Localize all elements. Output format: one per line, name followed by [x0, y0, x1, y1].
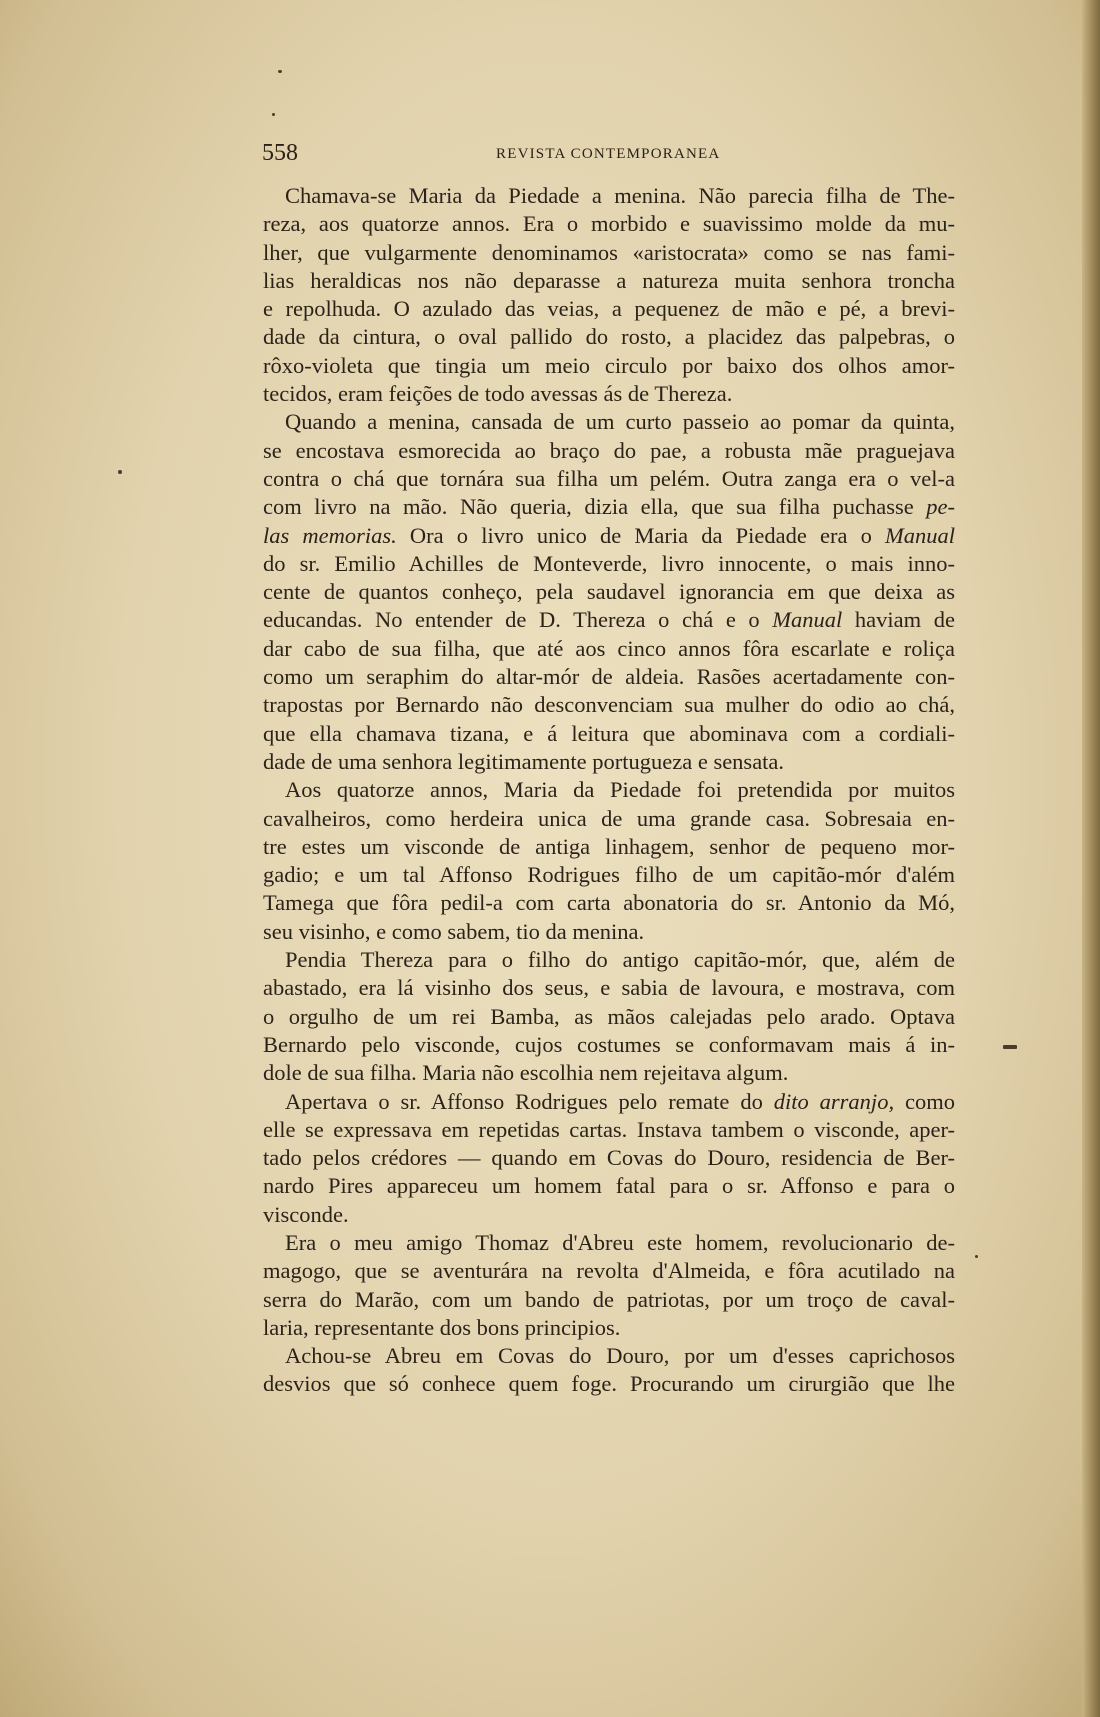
- paper-speck: [118, 470, 122, 474]
- text-line: Quando a menina, cansada de um curto passeio ao pomar da quinta,: [285, 409, 955, 435]
- text-line: o orgulho de um rei Bamba, as mãos calejadas pelo arado. Optava: [263, 1003, 955, 1029]
- text-line: dole de sua filha. Maria não escolhia nem rejeitava algum.: [263, 1060, 789, 1086]
- text-line: seu visinho, e como sabem, tio da menina.: [263, 918, 645, 944]
- text-line: magogo, que se aventurára na revolta d'Almeida, e fôra acutilado na: [263, 1258, 955, 1284]
- text-line: elle se expressava em repetidas cartas. Instava tambem o visconde, aper-: [263, 1116, 955, 1142]
- paper-speck: [1003, 1045, 1017, 1049]
- text-line: reza, aos quatorze annos. Era o morbido e suavissimo molde da mu-: [263, 211, 955, 237]
- text-line: com livro na mão. Não queria, dizia ella, que sua filha puchasse pe-: [263, 494, 955, 520]
- paper-speck: [975, 1255, 978, 1258]
- text-line: nardo Pires appareceu um homem fatal para o sr. Affonso e para o: [263, 1173, 955, 1199]
- page-edge-shadow: [1082, 0, 1100, 1717]
- text-line: dade da cintura, o oval pallido do rosto, a placidez das palpebras, o: [263, 324, 955, 350]
- text-line: cavalheiros, como herdeira unica de uma grande casa. Sobresaia en-: [263, 805, 955, 831]
- text-line: trapostas por Bernardo não desconvenciam sua mulher do odio ao chá,: [263, 692, 955, 718]
- text-line: tre estes um visconde de antiga linhagem, senhor de pequeno mor-: [263, 833, 955, 859]
- text-line: Achou-se Abreu em Covas do Douro, por um d'esses caprichosos: [285, 1343, 955, 1369]
- text-line: dar cabo de sua filha, que até aos cinco annos fôra escarlate e roliça: [263, 635, 955, 661]
- paper-speck: [272, 113, 275, 116]
- text-line: desvios que só conhece quem foge. Procurando um cirurgião que lhe: [263, 1371, 955, 1397]
- text-line: Chamava-se Maria da Piedade a menina. Não parecia filha de The-: [285, 183, 955, 208]
- text-line: do sr. Emilio Achilles de Monteverde, livro innocente, o mais inno-: [263, 550, 955, 576]
- running-title: REVISTA CONTEMPORANEA: [496, 146, 721, 162]
- text-line: Aos quatorze annos, Maria da Piedade foi pretendida por muitos: [285, 777, 955, 803]
- text-line: tado pelos crédores — quando em Covas do Douro, residencia de Ber-: [263, 1145, 955, 1171]
- text-line: lias heraldicas nos não deparasse a natureza muita senhora troncha: [263, 267, 955, 293]
- page-number: 558: [262, 140, 298, 166]
- text-line: abastado, era lá visinho dos seus, e sabia de lavoura, e mostrava, com: [263, 975, 955, 1001]
- text-line: dade de uma senhora legitimamente portugueza e sensata.: [263, 748, 785, 774]
- text-line: se encostava esmorecida ao braço do pae, a robusta mãe praguejava: [263, 437, 955, 463]
- page-header: [262, 140, 960, 170]
- text-line: Apertava o sr. Affonso Rodrigues pelo remate do dito arranjo, como: [285, 1088, 955, 1114]
- text-line: las memorias. Ora o livro unico de Maria da Piedade era o Manual: [263, 522, 955, 548]
- text-line: que ella chamava tizana, e á leitura que abominava com a cordiali-: [263, 720, 955, 746]
- text-line: Tamega que fôra pedil-a com carta abonatoria do sr. Antonio da Mó,: [263, 890, 955, 916]
- paper-speck: [278, 70, 282, 73]
- body-text: [263, 182, 955, 1399]
- text-line: gadio; e um tal Affonso Rodrigues filho de um capitão-mór d'além: [263, 862, 955, 888]
- text-line: e repolhuda. O azulado das veias, a pequenez de mão e pé, a brevi-: [263, 296, 955, 322]
- text-line: serra do Marão, com um bando de patriotas, por um troço de caval-: [263, 1286, 955, 1312]
- text-line: contra o chá que tornára sua filha um pelém. Outra zanga era o vel-a: [263, 465, 955, 491]
- text-line: educandas. No entender de D. Thereza o chá e o Manual haviam de: [263, 607, 955, 633]
- text-line: tecidos, eram feições de todo avessas ás de Thereza.: [263, 381, 733, 407]
- text-line: Era o meu amigo Thomaz d'Abreu este homem, revolucionario de-: [285, 1229, 955, 1255]
- text-line: Bernardo pelo visconde, cujos costumes se conformavam mais á in-: [263, 1031, 955, 1057]
- text-line: Pendia Thereza para o filho do antigo capitão-mór, que, além de: [285, 947, 955, 973]
- text-line: laria, representante dos bons principios.: [263, 1314, 621, 1340]
- text-line: como um seraphim do altar-mór de aldeia. Rasões acertadamente con-: [263, 664, 955, 690]
- text-line: lher, que vulgarmente denominamos «aristocrata» como se nas fami-: [263, 239, 955, 265]
- text-line: visconde.: [263, 1201, 349, 1227]
- text-line: cente de quantos conheço, pela saudavel ignorancia em que deixa as: [263, 579, 955, 605]
- text-line: rôxo-violeta que tingia um meio circulo por baixo dos olhos amor-: [263, 352, 955, 378]
